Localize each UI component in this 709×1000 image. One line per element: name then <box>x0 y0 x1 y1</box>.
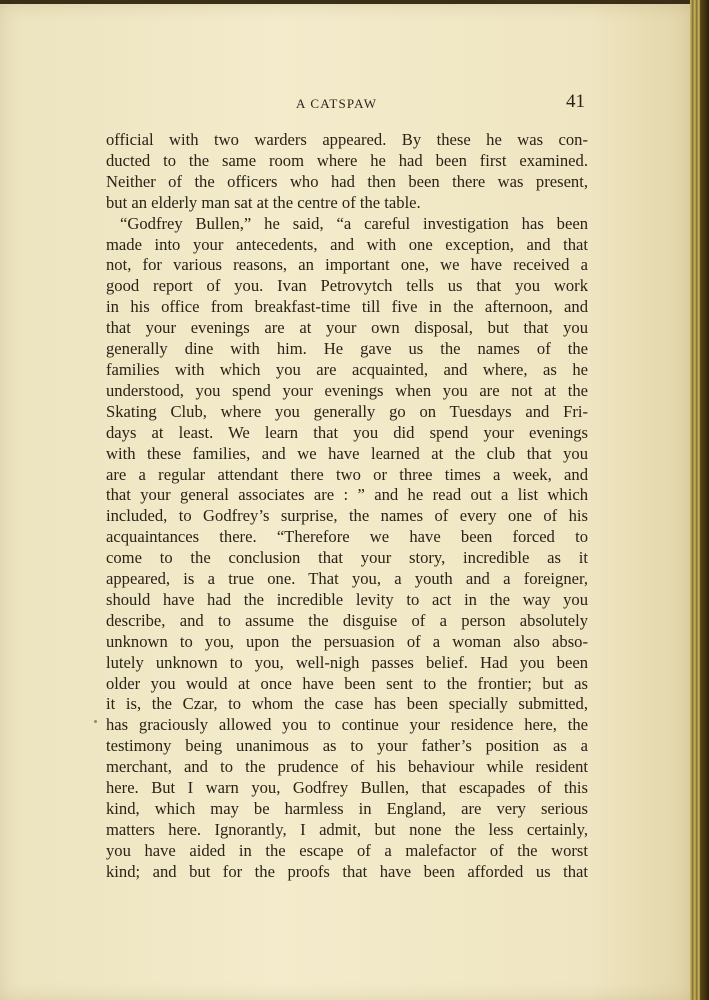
text-line: testimony being unanimous as to your father’s position as a <box>106 736 588 756</box>
text-line: matters here. Ignorantly, I admit, but none the less certainly, <box>106 819 588 839</box>
text-line: included, to Godfrey’s surprise, the names of every one of his <box>106 506 588 526</box>
book-page <box>0 4 692 1000</box>
text-line: in his office from breakfast-time till five in the afternoon, and <box>106 297 588 317</box>
text-line: Neither of the officers who had then been there was present, <box>106 171 588 191</box>
text-line: appeared, is a true one. That you, a youth and a foreigner, <box>106 569 588 589</box>
text-line: understood, you spend your evenings when you are not at the <box>106 380 588 400</box>
book-cover-edge <box>700 0 709 1000</box>
running-head <box>0 92 692 116</box>
text-line: kind; and but for the proofs that have been afforded us that <box>106 861 588 881</box>
text-line: unknown to you, upon the persuasion of a woman also abso- <box>106 631 588 651</box>
text-line: good report of you. Ivan Petrovytch tells us that you work <box>106 276 588 296</box>
text-line: acquaintances there. “Therefore we have been forced to <box>106 527 588 547</box>
text-line: come to the conclusion that your story, incredible as it <box>106 548 588 568</box>
text-line: that your general associates are : ” and he read out a list which <box>106 485 588 505</box>
text-line: generally dine with him. He gave us the names of the <box>106 339 588 359</box>
text-line: merchant, and to the prudence of his behaviour while resident <box>106 757 588 777</box>
text-line: families with which you are acquainted, and where, as he <box>106 359 588 379</box>
text-line: official with two warders appeared. By these he was con- <box>106 130 588 149</box>
text-line: not, for various reasons, an important one, we have received a <box>106 255 588 275</box>
text-line: are a regular attendant there two or three times a week, and <box>106 464 588 484</box>
text-line: “Godfrey Bullen,” he said, “a careful investigation has been <box>120 213 588 233</box>
margin-speck <box>94 720 97 723</box>
text-line: lutely unknown to you, well-nigh passes belief. Had you been <box>106 652 588 672</box>
text-line: should have had the incredible levity to act in the way you <box>106 589 588 609</box>
text-line: that your evenings are at your own disposal, but that you <box>106 318 588 338</box>
text-line: days at least. We learn that you did spend your evenings <box>106 422 588 442</box>
text-line: has graciously allowed you to continue your residence here, the <box>106 715 588 735</box>
text-line: but an elderly man sat at the centre of the table. <box>106 192 421 212</box>
page-number: 41 <box>566 91 585 112</box>
text-line: kind, which may be harmless in England, are very serious <box>106 799 588 818</box>
text-line: it is, the Czar, to whom the case has been specially submitted, <box>106 694 588 714</box>
text-line: older you would at once have been sent to the frontier; but as <box>106 673 588 693</box>
body-text <box>106 130 588 883</box>
text-line: ducted to the same room where he had been first examined. <box>106 150 588 170</box>
text-line: describe, and to assume the disguise of a person absolutely <box>106 610 588 630</box>
text-line: made into your antecedents, and with one exception, and that <box>106 234 588 254</box>
text-line: Skating Club, where you generally go on Tuesdays and Fri- <box>106 401 588 421</box>
text-line: you have aided in the escape of a malefactor of the worst <box>106 840 588 860</box>
text-line: here. But I warn you, Godfrey Bullen, that escapades of this <box>106 778 588 798</box>
running-head-title: A CATSPAW <box>296 96 378 111</box>
text-line: with these families, and we have learned at the club that you <box>106 443 588 463</box>
